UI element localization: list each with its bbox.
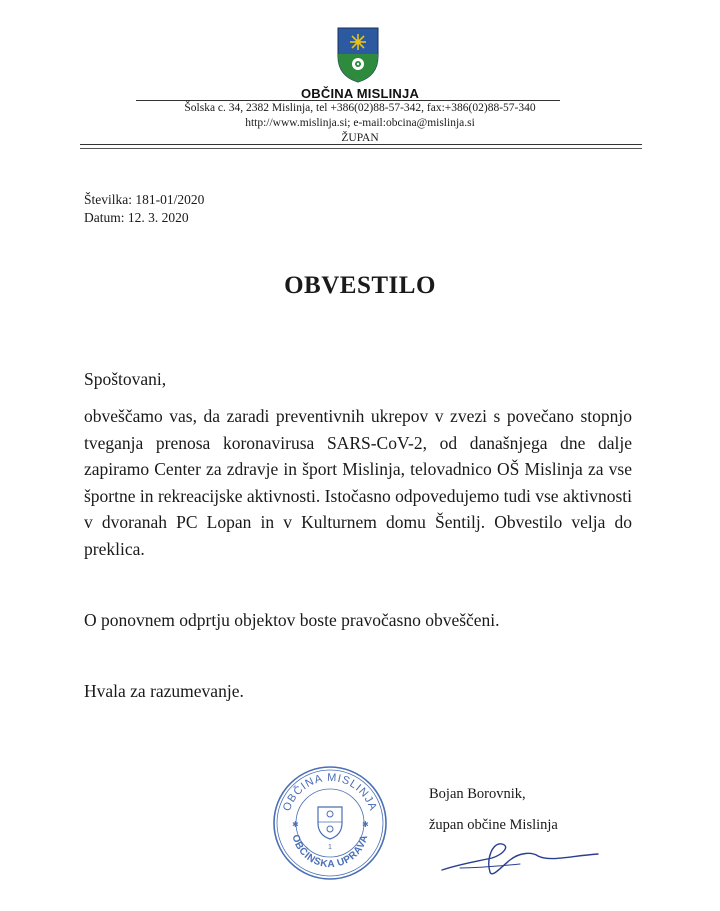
header-address-block bbox=[0, 101, 720, 146]
stamp-crest-icon bbox=[318, 807, 342, 839]
stamp-number: 1 bbox=[328, 844, 332, 851]
stamp-star-left-icon: ✱ bbox=[292, 820, 299, 829]
stamp-star-right-icon: ✱ bbox=[362, 820, 369, 829]
document-date: Datum: 12. 3. 2020 bbox=[84, 210, 189, 225]
office-line: ŽUPAN bbox=[341, 132, 379, 144]
contact-line: http://www.mislinja.si; e-mail:obcina@mislinja.si bbox=[245, 117, 475, 129]
organization-name: OBČINA MISLINJA bbox=[300, 86, 420, 101]
salutation: Spoštovani, bbox=[84, 369, 167, 389]
official-stamp-icon bbox=[270, 763, 390, 883]
stamp-top-text: OBČINA MISLINJA bbox=[280, 771, 380, 813]
letter-body: obveščamo vas, da zaradi preventivnih ukrepov v zvezi s povečano stopnjo tveganja prenosa koronavirusa SARS-CoV-2, od današnjega dne dalje zapiramo Center za zdravje in šport Mislinja, telovadnico OŠ Mislinja za vse športne in rekreacijske aktivnosti. Istočasno odpovedujemo tudi vse aktivnosti v dvoranah PC Lopan in v Kulturnem domu Šentilj. Obvestilo velja do preklica. bbox=[84, 406, 632, 559]
header-divider-bottom bbox=[80, 144, 642, 145]
document-number: Številka: 181-01/2020 bbox=[84, 192, 205, 207]
municipality-crest-icon bbox=[336, 26, 380, 84]
signer-title: župan občine Mislinja bbox=[429, 817, 558, 833]
header-divider-bottom-thin bbox=[80, 148, 642, 149]
closing-line: Hvala za razumevanje. bbox=[84, 681, 244, 701]
reopening-note: O ponovnem odprtju objektov boste pravočasno obveščeni. bbox=[84, 610, 500, 630]
document-title: OBVESTILO bbox=[284, 272, 436, 299]
stamp-bottom-text: OBČINSKA UPRAVA bbox=[289, 833, 371, 871]
signer-name: Bojan Borovnik, bbox=[429, 786, 526, 802]
reference-block bbox=[84, 191, 204, 227]
address-line: Šolska c. 34, 2382 Mislinja, tel +386(02)88-57-342, fax:+386(02)88-57-340 bbox=[184, 102, 536, 114]
handwritten-signature-icon bbox=[440, 838, 600, 880]
